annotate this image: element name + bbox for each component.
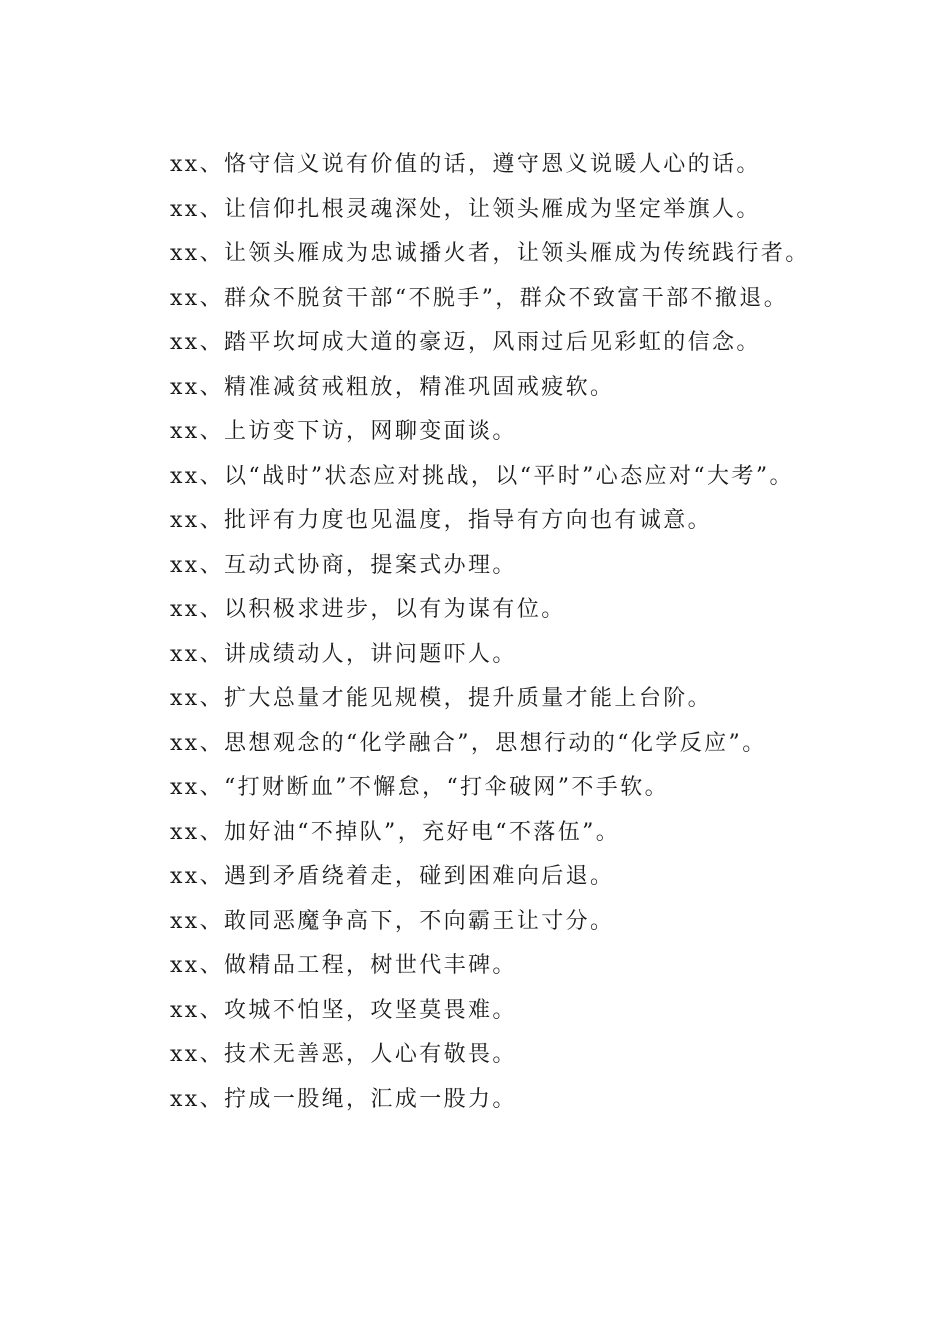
paragraph: xx、加好油“不掉队”，充好电“不落伍”。 bbox=[170, 819, 621, 845]
paragraph: xx、恪守信义说有价值的话，遵守恩义说暖人心的话。 bbox=[170, 152, 761, 177]
paragraph: xx、思想观念的“化学融合”，思想行动的“化学反应”。 bbox=[170, 730, 767, 756]
paragraph: xx、以“战时”状态应对挑战，以“平时”心态应对“大考”。 bbox=[170, 463, 794, 489]
paragraph: xx、敢同恶魔争高下，不向霸王让寸分。 bbox=[170, 908, 615, 934]
paragraph: xx、上访变下访，网聊变面谈。 bbox=[170, 419, 517, 444]
paragraph: xx、踏平坎坷成大道的豪迈，风雨过后见彩虹的信念。 bbox=[170, 330, 761, 355]
paragraph: xx、遇到矛盾绕着走，碰到困难向后退。 bbox=[170, 864, 615, 889]
paragraph: xx、让领头雁成为忠诚播火者，让领头雁成为传统践行者。 bbox=[170, 241, 810, 266]
paragraph: xx、让信仰扎根灵魂深处，让领头雁成为坚定举旗人。 bbox=[170, 196, 761, 222]
paragraph: xx、攻城不怕坚，攻坚莫畏难。 bbox=[170, 997, 517, 1023]
paragraph: xx、讲成绩动人，讲问题吓人。 bbox=[170, 641, 517, 667]
paragraph: xx、批评有力度也见温度，指导有方向也有诚意。 bbox=[170, 508, 713, 533]
paragraph: xx、精准减贫戒粗放，精准巩固戒疲软。 bbox=[170, 374, 615, 400]
paragraph: xx、扩大总量才能见规模，提升质量才能上台阶。 bbox=[170, 686, 713, 711]
paragraph: xx、以积极求进步，以有为谋有位。 bbox=[170, 597, 566, 622]
paragraph: xx、“打财断血”不懈怠，“打伞破网”不手软。 bbox=[170, 775, 670, 800]
paragraph: xx、做精品工程，树世代丰碑。 bbox=[170, 953, 517, 978]
paragraph: xx、互动式协商，提案式办理。 bbox=[170, 552, 517, 578]
document-body bbox=[116, 143, 828, 1122]
paragraph: xx、群众不脱贫干部“不脱手”，群众不致富干部不撤退。 bbox=[170, 285, 789, 311]
paragraph: xx、拧成一股绳，汇成一股力。 bbox=[170, 1086, 517, 1112]
paragraph: xx、技术无善恶，人心有敬畏。 bbox=[170, 1042, 517, 1067]
